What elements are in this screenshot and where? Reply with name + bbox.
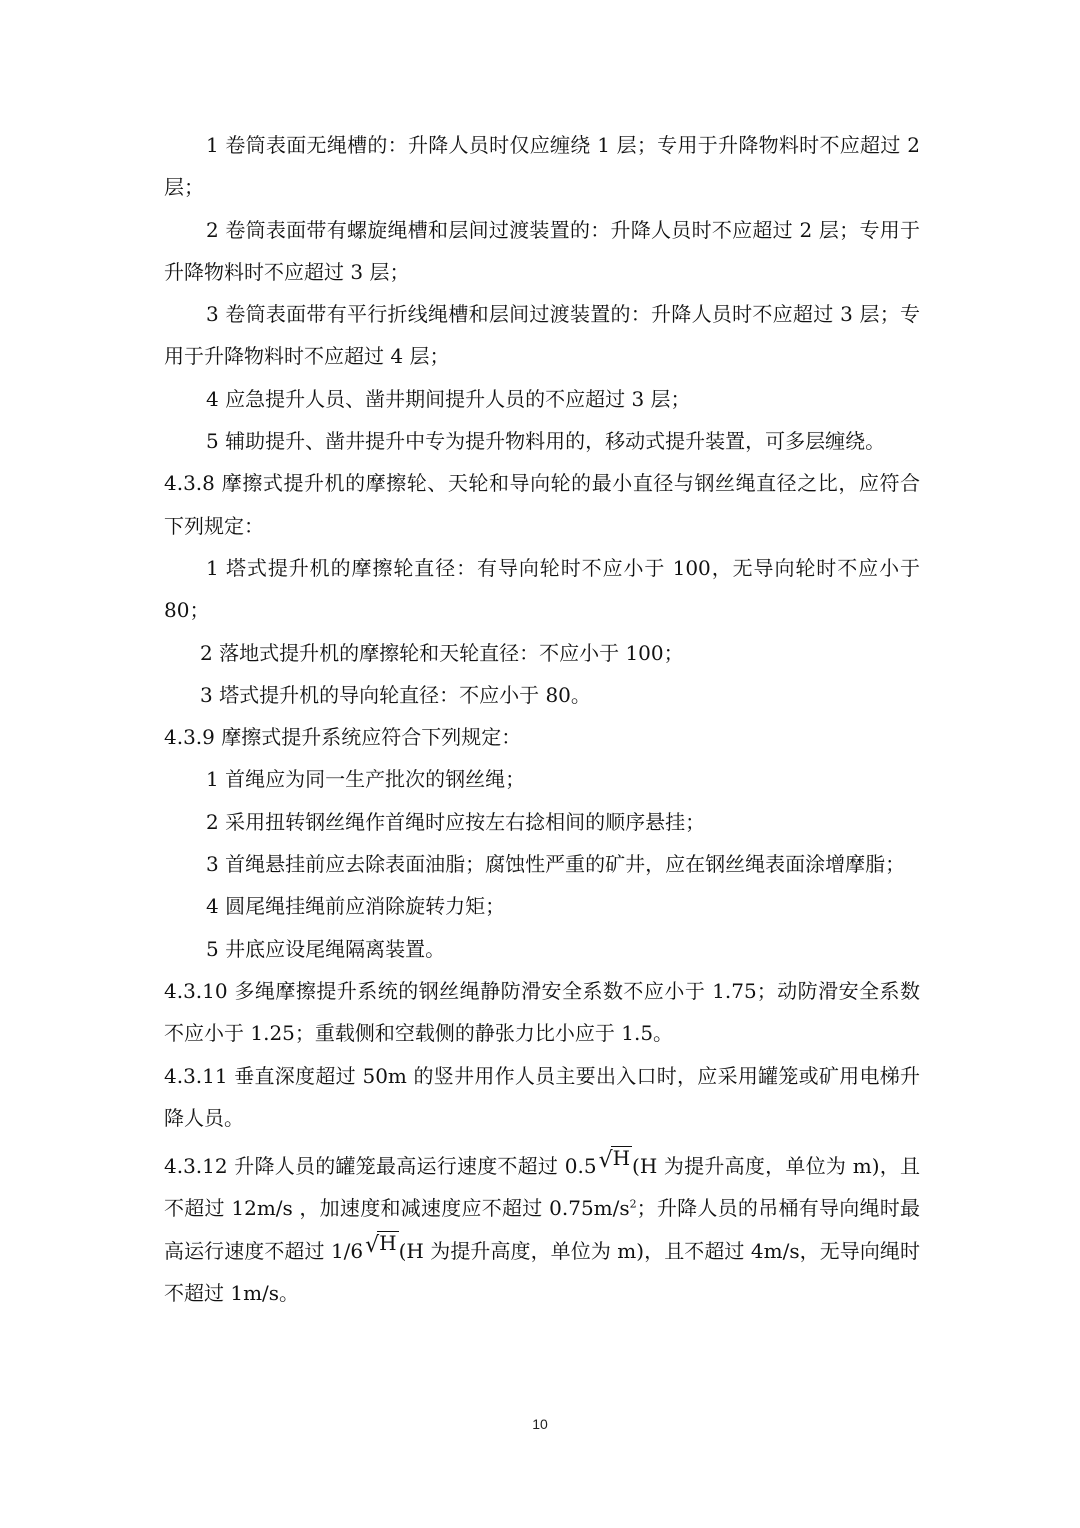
list-item: 3 塔式提升机的导向轮直径：不应小于 80。	[200, 682, 591, 707]
list-item: 3 首绳悬挂前应去除表面油脂；腐蚀性严重的矿井，应在钢丝绳表面涂增摩脂；	[206, 852, 906, 877]
list-item: 4 应急提升人员、凿井期间提升人员的不应超过 3 层；	[206, 386, 691, 411]
sqrt-symbol	[599, 1146, 632, 1176]
list-item: 4 圆尾绳挂绳前应消除旋转力矩；	[206, 894, 506, 919]
list-item: 2 落地式提升机的摩擦轮和天轮直径：不应小于 100；	[200, 640, 684, 665]
list-item: 5 辅助提升、凿井提升中专为提升物料用的，移动式提升装置，可多层缠绕。	[206, 429, 886, 454]
clause-text: ；升降人员的吊桶有导向绳时最高运行速度不超过 1/6	[164, 1196, 920, 1263]
body-text	[164, 124, 920, 1314]
radicand: H	[379, 1230, 397, 1255]
list-item: 2 采用扭转钢丝绳作首绳时应按左右捻相间的顺序悬挂；	[206, 809, 706, 834]
clause-4-3-11: 4.3.11 垂直深度超过 50m 的竖井用作人员主要出入口时，应采用罐笼或矿用电梯升降人员。	[164, 1063, 920, 1130]
clause-4-3-10: 4.3.10 多绳摩擦提升系统的钢丝绳静防滑安全系数不应小于 1.75；动防滑安全系数不应小于 1.25；重载侧和空载侧的静张力比小应于 1.5。	[164, 978, 920, 1046]
list-item: 1 卷筒表面无绳槽的：升降人员时仅应缠绕 1 层；专用于升降物料时不应超过 2 层；	[164, 133, 920, 200]
list-item: 3 卷筒表面带有平行折线绳槽和层间过渡装置的：升降人员时不应超过 3 层；专用于升降物料时不应超过 4 层；	[164, 302, 920, 369]
list-item: 2 卷筒表面带有螺旋绳槽和层间过渡装置的：升降人员时不应超过 2 层；专用于升降物料时不应超过 3 层；	[164, 217, 920, 284]
superscript: 2	[629, 1197, 637, 1211]
clause-4-3-8: 4.3.8 摩擦式提升机的摩擦轮、天轮和导向轮的最小直径与钢丝绳直径之比，应符合下列规定：	[164, 471, 920, 538]
clause-4-3-12	[164, 1145, 920, 1314]
list-item: 5 井底应设尾绳隔离装置。	[206, 936, 446, 961]
page-number: 10	[532, 1416, 548, 1432]
sqrt-symbol	[365, 1230, 398, 1261]
clause-text: 4.3.12 升降人员的罐笼最高运行速度不超过 0.5	[164, 1154, 597, 1179]
clause-4-3-9: 4.3.9 摩擦式提升系统应符合下列规定：	[164, 725, 522, 750]
clause-text: (H 为提升高度，单位为 m)，且不超过 12m/s ，加速度和减速度应不超过 0.75m/s	[164, 1154, 920, 1221]
radicand: H	[612, 1146, 631, 1171]
clause-text: (H 为提升高度，单位为 m)，且不超过 4m/s，无导向绳时不超过 1m/s。	[164, 1238, 920, 1306]
list-item: 1 首绳应为同一生产批次的钢丝绳；	[206, 767, 526, 792]
list-item: 1 塔式提升机的摩擦轮直径：有导向轮时不应小于 100，无导向轮时不应小于 80；	[164, 555, 920, 623]
